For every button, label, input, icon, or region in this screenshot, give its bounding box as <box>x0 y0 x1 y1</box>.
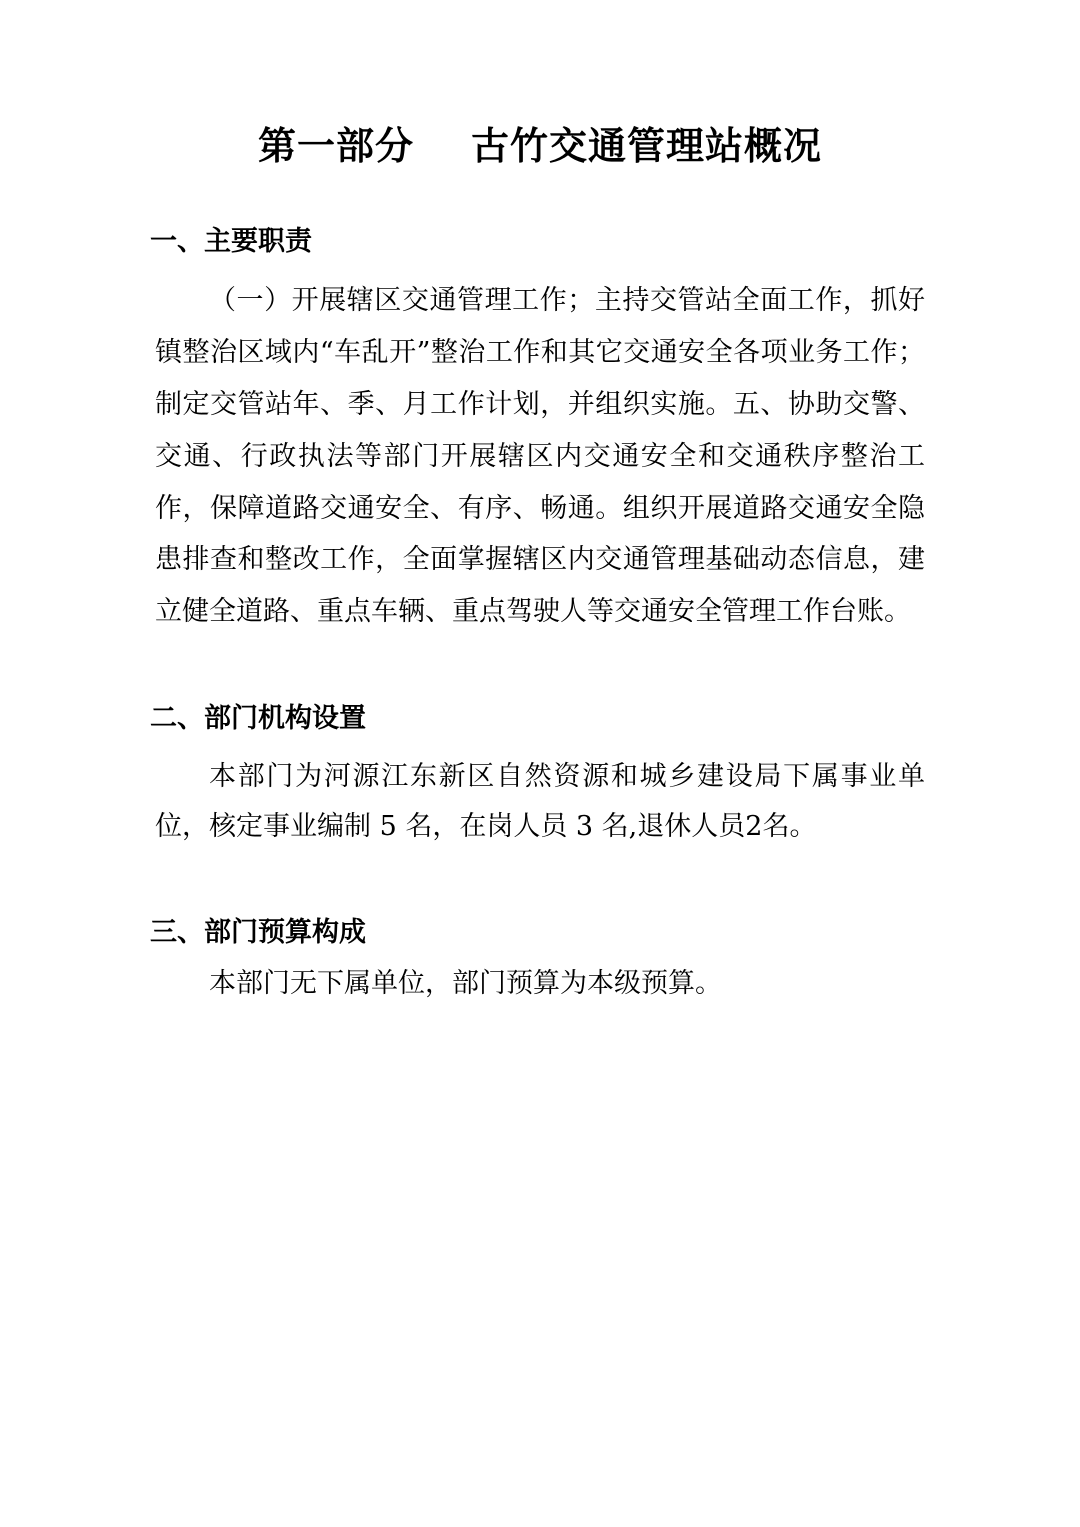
spacer <box>0 738 1080 752</box>
spacer <box>0 171 1080 223</box>
section-heading-main-duties: 一、主要职责 <box>150 226 312 258</box>
spacer <box>0 951 1080 959</box>
spacer <box>0 852 1080 914</box>
paragraph-main-duties: （一）开展辖区交通管理工作；主持交管站全面工作，抓好镇整治区域内“车乱开”整治工作和其它交通安全各项业务工作；制定交管站年、季、月工作计划，并组织实施。五、协助交警、交通、行政执法等部门开展辖区内交通安全和交通秩序整治工作，保障道路交通安全、有序、畅通。组织开展道路交通安全隐患排查和整改工作，全面掌握辖区内交通管理基础动态信息，建立健全道路、重点车辆、重点驾驶人等交通安全管理工作台账。 <box>155 285 925 628</box>
page-title: 第一部分 古竹交通管理站概况 <box>258 124 822 168</box>
spacer <box>0 261 1080 275</box>
paragraph-budget-composition: 本部门无下属单位，部门预算为本级预算。 <box>209 968 722 1000</box>
section-heading-budget-composition: 三、部门预算构成 <box>150 916 366 948</box>
paragraph-org-structure: 本部门为河源江东新区自然资源和城乡建设局下属事业单位，核定事业编制 5 名，在岗人员 3 名,退休人员2名。 <box>155 760 925 842</box>
section-heading-org-structure: 二、部门机构设置 <box>150 702 366 734</box>
spacer <box>0 638 1080 700</box>
